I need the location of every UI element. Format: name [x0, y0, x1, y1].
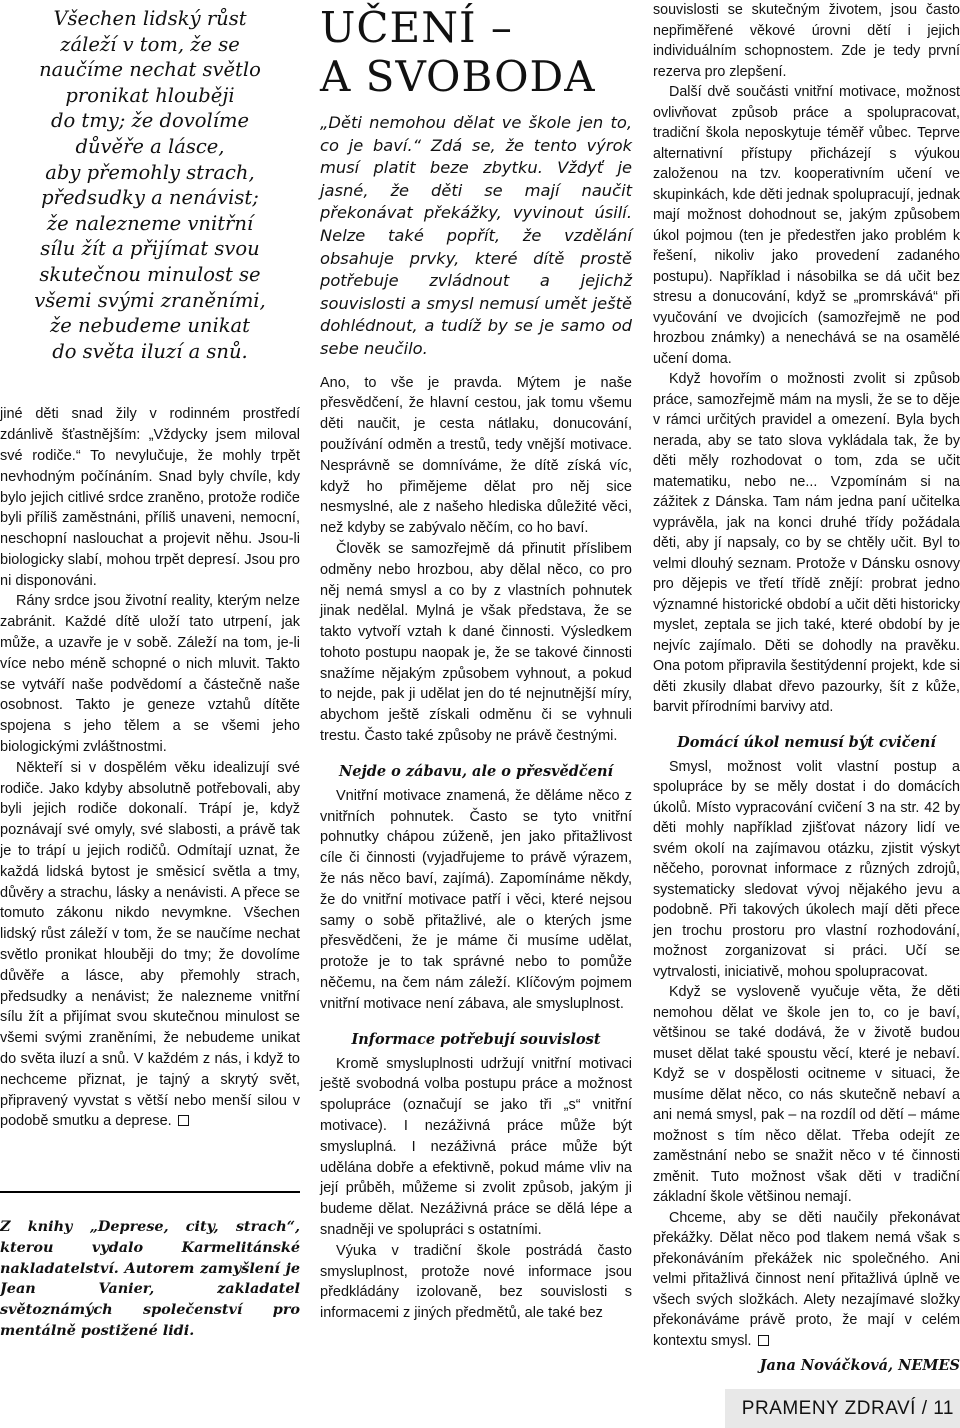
body-text: Chceme, aby se děti naučily překonávat překážky. Dělat něco pod tlakem nemá však s překonáváním překážek nic společného. Ani velmi přitažlivá činnost není přitažlivá úplně ve všech svých složkách. Alety nezajímavé složky překonáváme právě proto, že mají v celém kontextu smysl. — [653, 1209, 960, 1349]
quote-line: skutečnou minulost se — [39, 262, 261, 286]
title-line: A SVOBODA — [320, 52, 596, 101]
body-paragraph: Když hovořím o možnosti zvolit si způsob práce, samozřejmě mám na mysli, že se to děje v rámci určitých pravidel a omezení. Byla bych nerada, aby se tato slova vykládala tak, že by děti měly rozhodovat o tom, zda se učit matematiku, nebo ne... Vzpomínám si na zážitek z Dánska. Tam nám jedna paní učitelka vyprávěla, jak na konci druhé třídy požádala děti, aby jí napsaly, co by se chtěly učit. Byl to velmi dlouhý seznam. Protože v Dánsku osnovy pro dějepis ve třetí třídě znějí: probrat jedno významné historické období a učit děti historicky myslet, zeptala se jich také, které období by je nejvíc zajímalo. Děti se dohodly na pravěku. Ona potom připravila šestitýdenní projekt, kde si děti zkusily dlabat dřevo pazourky, šít z kůže, barvit přírodními barvivy atd. — [653, 371, 960, 715]
quote-line: důvěře a lásce, — [75, 134, 225, 158]
source-text: Z knihy „Deprese, city, strach“, kterou vydalo Karmelitánské nakladatelství. Autorem zamyšlení je Jean Vanier, zakladatel světoznámých společenství pro mentálně postižené lidi. — [0, 1218, 300, 1339]
body-paragraph: Rány srdce jsou životní reality, kterým nelze zabránit. Každé dítě uloží tato utrpení, jak může, a uzavře je v sobě. Záleží na tom, je-li více nebo méně schopné o nich mluvit. Takto se vytváří naše podvědomí a částečně naše osobnost. Takto je geneze vztahů dítěte spojena s jeho tělem a se všemi jeho biologickými zvláštnostmi. — [0, 593, 300, 756]
body-paragraph — [653, 1208, 960, 1352]
title-line: UČENÍ – — [320, 3, 513, 52]
body-paragraph: Další dvě součásti vnitřní motivace, možnost ovlivňovat způsob práce a spolupracovat, tradiční škola neposkytuje téměř vůbec. Teprve alternativní přístupy přicházejí s výukou založenou na tzv. kooperativním učení ve skupinkách, kde děti jednak spolupracují, jednak mají možnost dohodnout se, jakým způsobem úkol pojmou (ten je předestřen jako problém k řešení, nikoliv jako provedení zadaného postupu). Například i násobilka se dá učit bez stresu a donucování, když se „promrskává“ při vyučování ve dvojicích (samozřejmě ne pod hrozbou známky) a nenechává se na osamělé učení doma. — [653, 84, 960, 367]
footer-text: PRAMENY ZDRAVÍ / 11 — [741, 1398, 954, 1419]
quote-line: sílu žít a přijímat svou — [40, 237, 260, 261]
section-heading: Informace potřebují souvislost — [351, 1030, 601, 1048]
quote-line: do tmy; že dovolíme — [50, 109, 250, 133]
end-mark-icon — [178, 1115, 189, 1126]
body-paragraph: Vnitřní motivace znamená, že děláme něco z vnitřních pohnutek. Často se tyto vnitřní pohnutky chápou zúženě, jen jako přitažlivost cíle či činnosti (vyjadřujeme to právě výrazem, že nás něco baví, zajímá). Zapomínáme někdy, že do vnitřní motivace patří i věci, které nejsou samy o sobě přitažlivé, ale o kterých jsme přesvědčeni, že je máme či musíme udělat, protože je to tak správné nebo to pomůže něčemu, na čem nám záleží. Klíčovým pojmem vnitřní motivace není zábava, ale smysluplnost. — [320, 787, 632, 1012]
body-paragraph: Smysl, možnost volit vlastní postup a spolupráce by se měly dostat i do domácích úkolů. Místo vypracování cvičení 3 na str. 42 by děti mohly například zjišťovat názory lidí ve svém okolí na zajímavou otázku, zjistit výskyt něčeho, porovnat informace z různých zdrojů, systematicky sledovat vývoj nějakého jevu a podobně. Při takových úkolech mají děti přece jen trochu prostoru pro vlastní rozhodování, možnost zorganizovat si práci. Učí se vytrvalosti, iniciativě, mohou spolupracovat. — [653, 758, 960, 980]
pull-quote — [0, 6, 300, 364]
quote-line: aby přemohly strach, — [45, 160, 255, 184]
body-paragraph: souvislosti se skutečným životem, jsou často nepřiměřené věkové úrovni dětí i jejich individuálním schopnostem. Zde je tedy první rezerva pro zlepšení. — [653, 2, 960, 80]
body-paragraph: Když se vysloveně vyučuje věta, že děti nemohou dělat ve škole jen to, co je baví, většinou se také dodává, že v životě budou muset dělat také spoustu věcí, které je nebaví. Když se v dospělosti ocitneme v situaci, že musíme dělat něco, co nás skutečně nebaví a ani nemá smysl, pak – na rozdíl od dětí – máme možnost s tím něco dělat. Třeba odejít ze zaměstnání nebo se snažit něco v té činnosti změnit. Tuto možnost však děti v tradiční základní škole většinou nemají. — [653, 984, 960, 1205]
quote-line: že nalezneme vnitřní — [46, 211, 254, 235]
quote-line: že nebudeme unikat — [49, 314, 251, 338]
section-heading: Domácí úkol nemusí být cvičení — [677, 733, 936, 751]
body-paragraph: jiné děti snad žily v rodinném prostředí zdánlivě šťastnějším: „Vždycky jsem miloval své rodiče.“ To nevylučuje, že mohly trpět nevhodným počínáním. Snad byly chvíle, kdy bylo jejich citlivé srdce zraněno, protože rodiče byli příliš zaměstnáni, příliš unaveni, nemocní, neschopní naslouchat a projevit něhu. Jsou-li biologicky slabí, mohou trpět depresí. Jsou pro ni disponováni. — [0, 406, 300, 589]
quote-line: všemi svými zraněními, — [34, 288, 266, 312]
page-footer — [725, 1389, 960, 1428]
body-text: Někteří si v dospělém věku idealizují své rodiče. Jako kdyby absolutně potřebovali, aby byli jejich rodiče dokonalí. Trápí je, když poznávají své omyly, své slabosti, a právě tak je to trápí u jejich rodičů. Odmítají uznat, že každá lidská bytost je směsicí světla a tmy, důvěry a strachu, lásky a nenávisti. A přece se tomuto zákonu nikdo nevymkne. Všechen lidský růst záleží v tom, že se naučíme nechat světlo pronikat hlouběji do tmy; že dovolíme důvěře a lásce, aby přemohly strach, předsudky a nenávist; že nalezneme vnitřní sílu žít a přijímat svou skutečnou minulost se všemi svými zraněními, že nebudeme unikat do světa iluzí a snů. V každém z nás, i když to nechceme přiznat, je tajný a skrytý svět, připravený vyvstat s větší nebo menší silou v podobě smutku a deprese. — [0, 759, 300, 1130]
column-left — [0, 0, 300, 1132]
body-paragraph: Ano, to vše je pravda. Mýtem je naše přesvědčení, že hlavní cestou, jak tomu všemu děti naučit, je cesta nátlaku, donucování, používání odměn a trestů, tedy vnější motivace. Nesprávně se domníváme, že dítě získá víc, když ho přimějeme dělat pro něj sice nesmyslné, ale z našeho hlediska důležité věci, než kdyby se zabývalo něčím, co ho baví. — [320, 374, 632, 537]
column-middle — [320, 0, 632, 1324]
quote-line: předsudky a nenávist; — [41, 186, 259, 210]
quote-line: Všechen lidský růst — [53, 7, 247, 30]
quote-line: pronikat hlouběji — [65, 83, 235, 107]
body-paragraph — [0, 758, 300, 1132]
body-paragraph: Člověk se samozřejmě dá přinutit příslibem odměny nebo hrozbou, aby dělal něco, co pro něj nemá smysl a co by z vlastních pohnutek jinak nedělal. Mylná je však představa, že se takto vytvoří vztah k dané činnosti. Výsledkem tohoto postupu naopak je, že se takové činnosti snažíme nějakým způsobem vyhnout, a pokud to nejde, pak ji udělat jen do té nejnutnější míry, abychom ještě získali odměnu či se vyhnuli trestu. Často také způsoby ne právě čestnými. — [320, 540, 632, 745]
quote-line: do světa iluzí a snů. — [52, 339, 248, 363]
lead-paragraph: „Děti nemohou dělat ve škole jen to, co je baví.“ Zdá se, že tento výrok musí platit beze zbytku. Vždyť je jasné, že děti se mají naučit překonávat překážky, vyvinout úsilí. Nelze také popřít, že vzdělání obsahuje prvky, které dítě prostě potřebuje zvládnout a jejichž souvislosti a smysl nemusí umět ještě dohlédnout, a tudíž by se je samo od sebe neučilo. — [320, 113, 632, 358]
author-signature: Jana Nováčková, NEMES — [759, 1357, 960, 1374]
section-heading: Nejde o zábavu, ale o přesvědčení — [338, 762, 614, 780]
body-paragraph: Kromě smysluplnosti udržují vnitřní motivaci ještě svobodná volba postupu práce a možnost spolupráce (označují se jako tři „s“ vnitřní motivace). I nezáživná práce může být smysluplná. I nezáživná práce může být udělána dobře a efektivně, pokud máme vliv na její průběh, můžeme si zvolit způsob, jakým ji budeme dělat. Nezáživná práce se dělá lépe a snadněji ve spolupráci s ostatními. — [320, 1055, 632, 1239]
quote-line: záleží v tom, že se — [60, 32, 240, 56]
quote-line: naučíme nechat světlo — [39, 58, 261, 82]
column-right — [653, 0, 960, 1374]
body-paragraph: Výuka v tradiční škole postrádá často smysluplnost, protože nové informace jsou předkládány izolovaně, bez souvislosti s informacemi z jiných předmětů, ale také bez — [320, 1242, 632, 1322]
end-mark-icon — [758, 1335, 769, 1346]
source-box — [0, 1191, 300, 1342]
article-title — [320, 3, 632, 101]
